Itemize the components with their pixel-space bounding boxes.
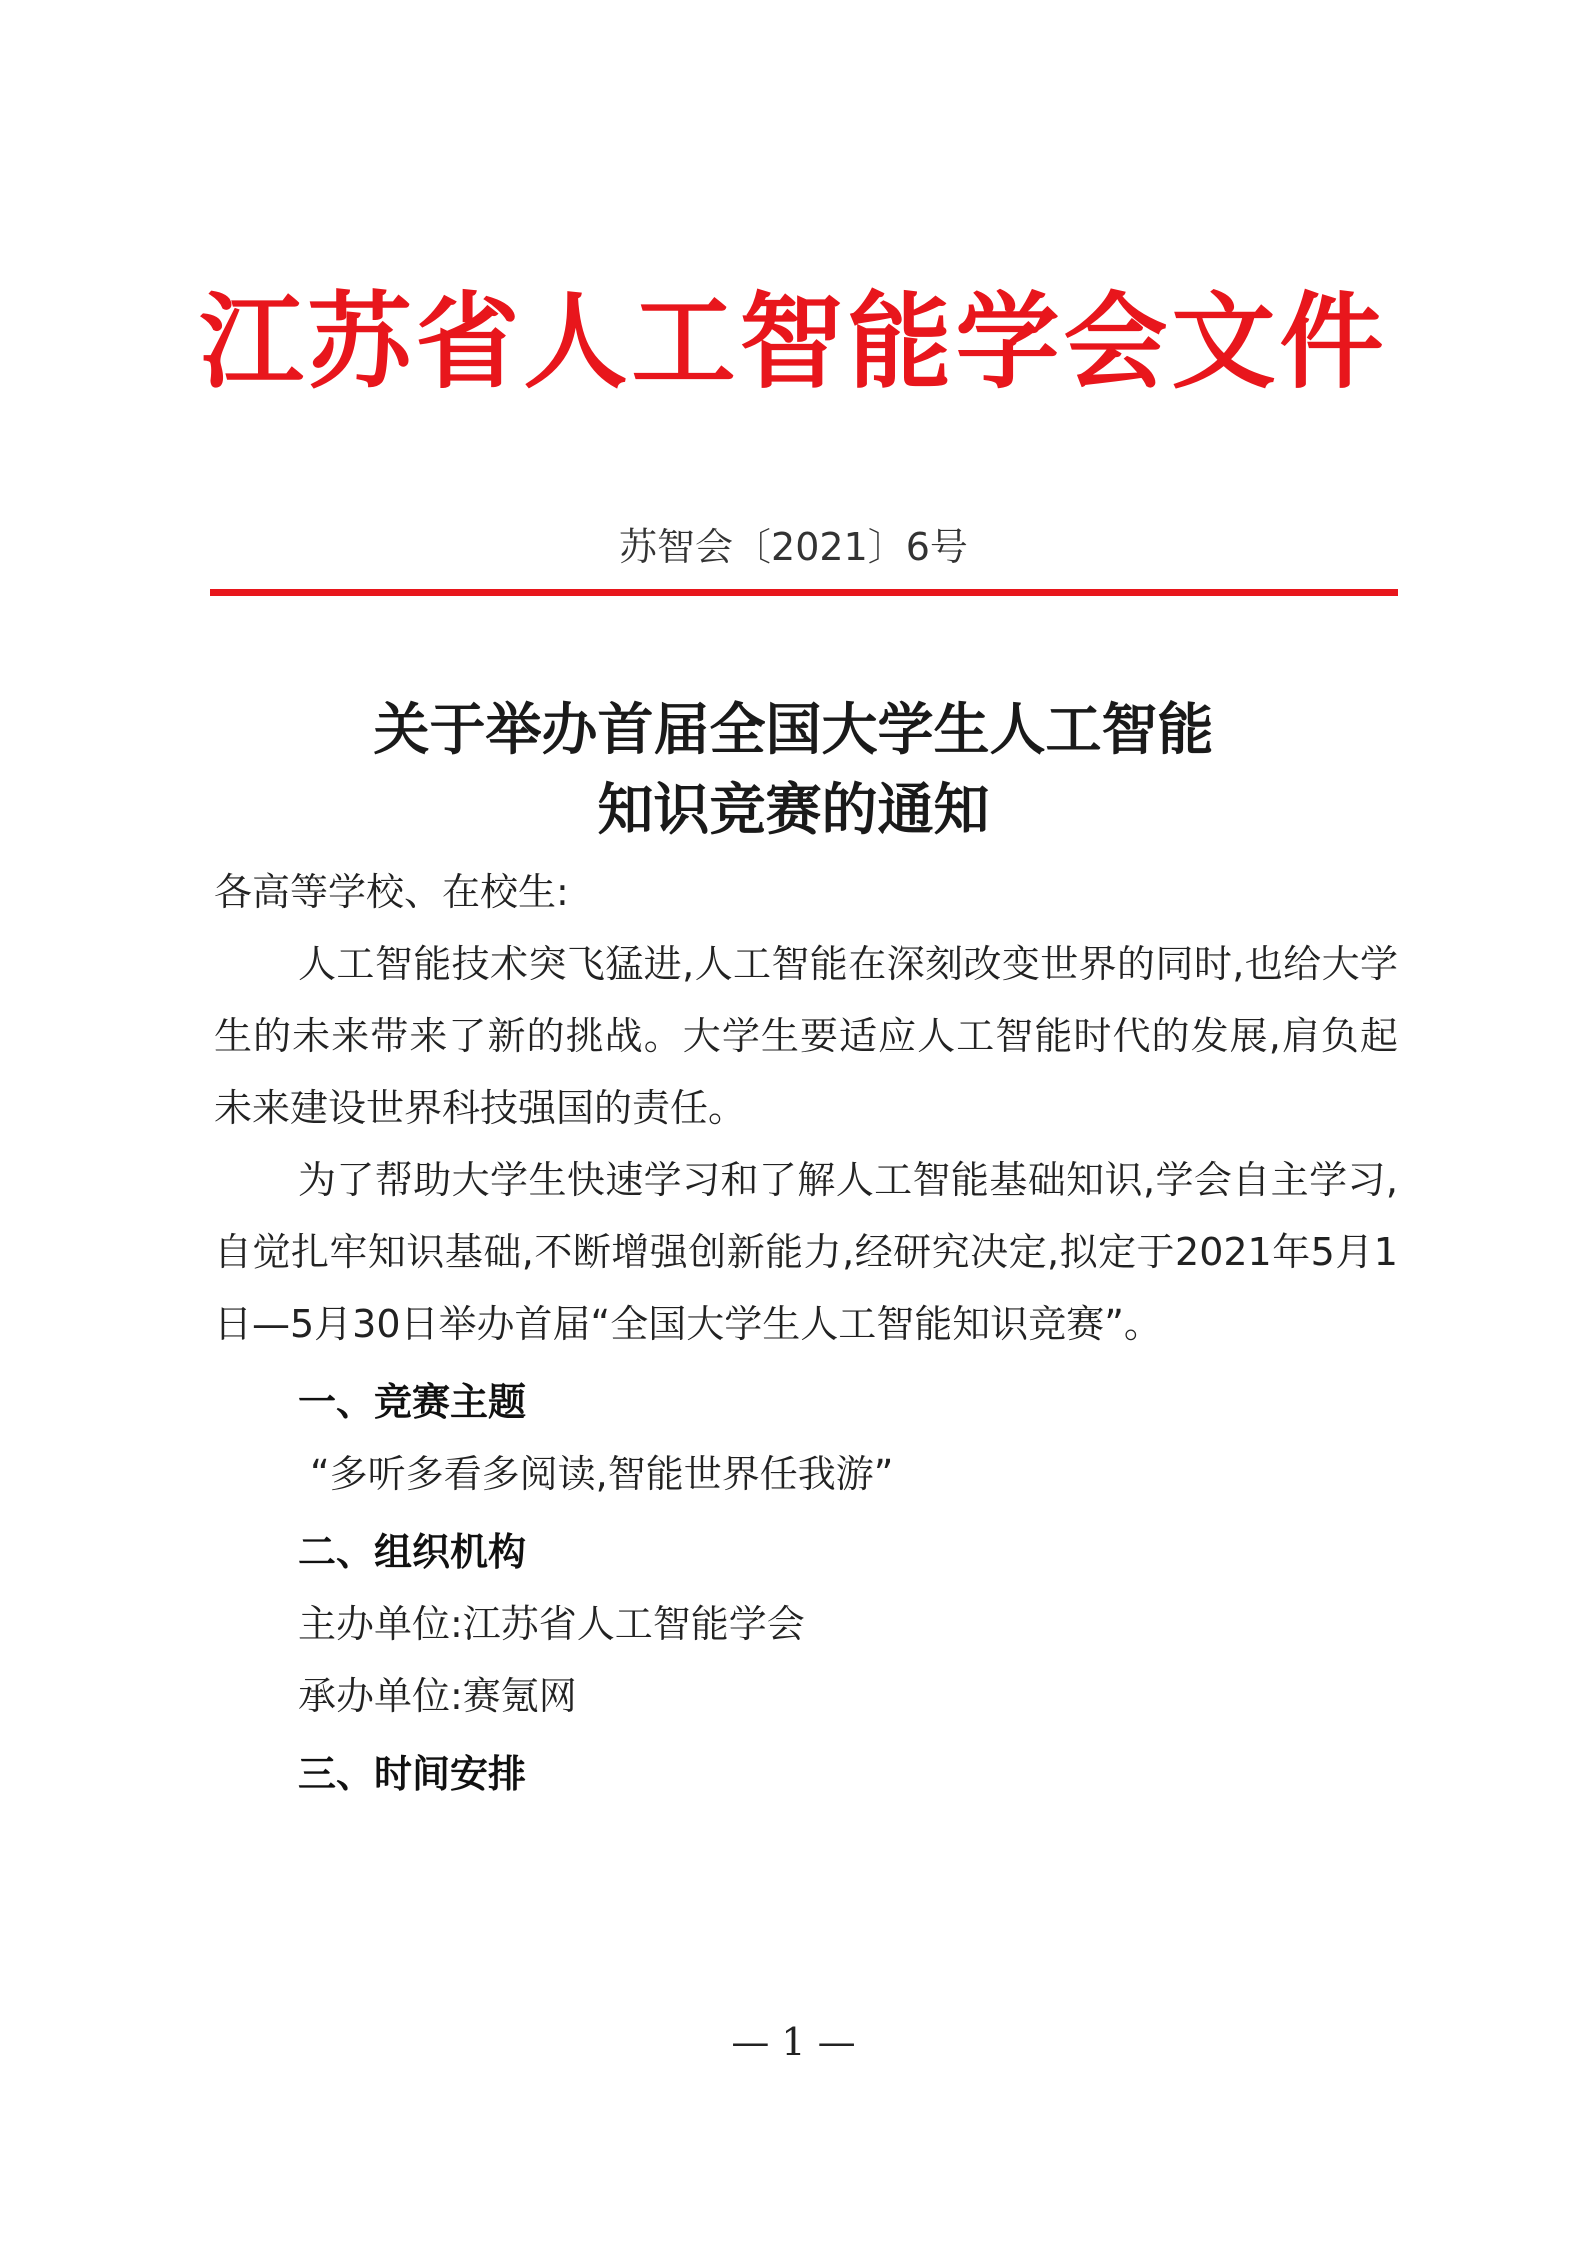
section-heading-schedule: 三、时间安排 <box>298 1752 527 1796</box>
paragraph-intro: 人工智能技术突飞猛进,人工智能在深刻改变世界的同时,也给大学生的未来带来了新的挑战。大学生要适应人工智能时代的发展,肩负起未来建设世界科技强国的责任。 <box>214 942 1398 1130</box>
notice-body <box>214 856 1398 1810</box>
section-heading-theme: 一、竞赛主题 <box>298 1380 527 1424</box>
document-number: 苏智会〔2021〕6号 <box>619 525 968 569</box>
organizer-unit: 承办单位:赛氪网 <box>298 1674 577 1718</box>
paragraph-purpose: 为了帮助大学生快速学习和了解人工智能基础知识,学会自主学习,自觉扎牢知识基础,不断增强创新能力,经研究决定,拟定于2021年5月1日—5月30日举办首届“全国大学生人工智能知识竞赛”。 <box>214 1158 1398 1346</box>
org-header-title: 江苏省人工智能学会文件 <box>199 280 1388 403</box>
notice-title-line-1: 关于举办首届全国大学生人工智能 <box>373 697 1214 763</box>
page-number: — 1 — <box>731 2020 856 2064</box>
theme-text: “多听多看多阅读,智能世界任我游” <box>310 1452 894 1496</box>
salutation: 各高等学校、在校生: <box>214 870 569 914</box>
section-heading-organization: 二、组织机构 <box>298 1530 527 1574</box>
notice-title <box>0 690 1587 850</box>
notice-title-line-2: 知识竞赛的通知 <box>597 777 990 843</box>
host-unit: 主办单位:江苏省人工智能学会 <box>298 1602 805 1646</box>
header-divider-line <box>210 589 1398 596</box>
